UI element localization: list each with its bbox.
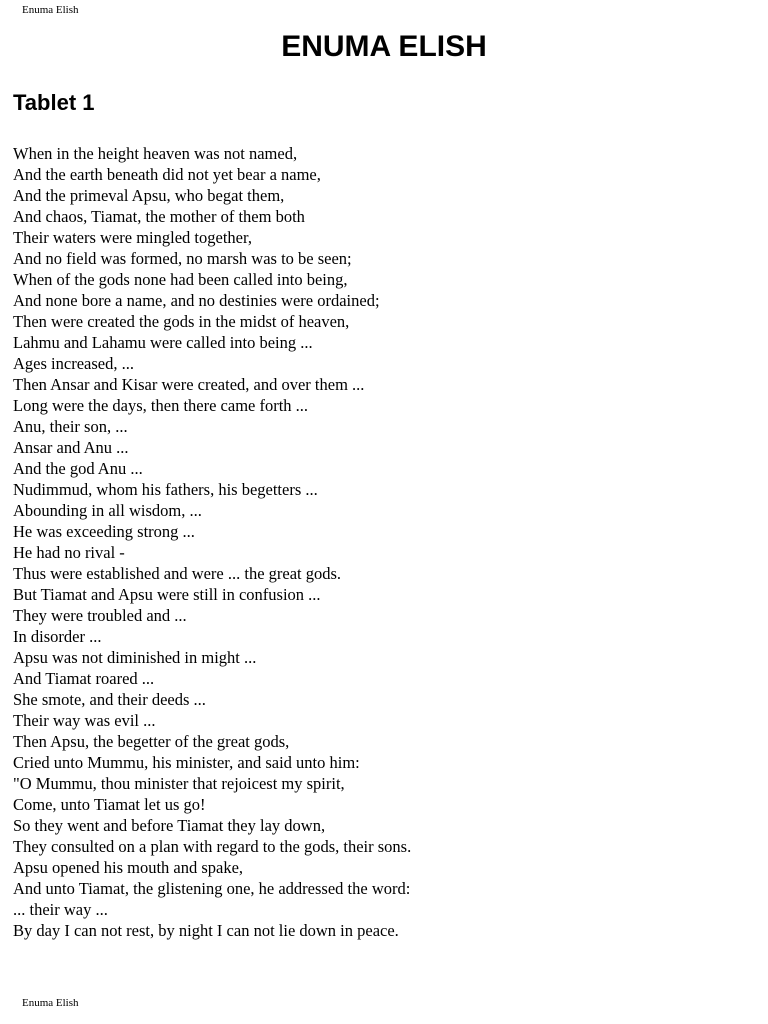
verse-line: Anu, their son, ...: [13, 417, 128, 436]
verse-line: Cried unto Mummu, his minister, and said unto him:: [13, 753, 360, 772]
verse-line: So they went and before Tiamat they lay down,: [13, 816, 326, 835]
verse-line: And unto Tiamat, the glistening one, he addressed the word:: [13, 879, 411, 898]
verse-line: And no field was formed, no marsh was to be seen;: [13, 249, 352, 268]
verse-line: When of the gods none had been called into being,: [13, 270, 348, 289]
verse-line: Long were the days, then there came forth ...: [13, 396, 309, 415]
verse-line: Thus were established and were ... the great gods.: [13, 564, 342, 583]
verse-line: And the god Anu ...: [13, 459, 143, 478]
verse-line: Lahmu and Lahamu were called into being ...: [13, 333, 313, 352]
verse-line: "O Mummu, thou minister that rejoicest my spirit,: [13, 774, 345, 793]
verse-body: [13, 143, 753, 941]
document-title: ENUMA ELISH: [281, 30, 487, 63]
section-heading: Tablet 1: [13, 90, 95, 115]
verse-line: Apsu opened his mouth and spake,: [13, 858, 244, 877]
running-header: Enuma Elish: [22, 4, 79, 16]
verse-line: And the earth beneath did not yet bear a name,: [13, 165, 321, 184]
verse-line: Then Apsu, the begetter of the great gods,: [13, 732, 290, 751]
verse-line: Abounding in all wisdom, ...: [13, 501, 202, 520]
verse-line: He was exceeding strong ...: [13, 522, 195, 541]
verse-line: But Tiamat and Apsu were still in confusion ...: [13, 585, 321, 604]
verse-line: They were troubled and ...: [13, 606, 187, 625]
verse-line: Their waters were mingled together,: [13, 228, 252, 247]
verse-line: And Tiamat roared ...: [13, 669, 155, 688]
verse-line: Then were created the gods in the midst of heaven,: [13, 312, 350, 331]
verse-line: Apsu was not diminished in might ...: [13, 648, 257, 667]
verse-line: They consulted on a plan with regard to the gods, their sons.: [13, 837, 412, 856]
verse-line: Their way was evil ...: [13, 711, 156, 730]
verse-line: By day I can not rest, by night I can not lie down in peace.: [13, 921, 399, 940]
verse-line: He had no rival -: [13, 543, 125, 562]
verse-line: ... their way ...: [13, 900, 108, 919]
verse-line: Nudimmud, whom his fathers, his begetters ...: [13, 480, 318, 499]
verse-line: In disorder ...: [13, 627, 102, 646]
verse-line: Ages increased, ...: [13, 354, 134, 373]
verse-line: And chaos, Tiamat, the mother of them both: [13, 207, 305, 226]
verse-line: Come, unto Tiamat let us go!: [13, 795, 206, 814]
verse-line: When in the height heaven was not named,: [13, 144, 298, 163]
verse-line: Ansar and Anu ...: [13, 438, 129, 457]
verse-line: She smote, and their deeds ...: [13, 690, 206, 709]
verse-line: And none bore a name, and no destinies were ordained;: [13, 291, 380, 310]
verse-line: And the primeval Apsu, who begat them,: [13, 186, 285, 205]
running-footer: Enuma Elish: [22, 997, 79, 1009]
verse-line: Then Ansar and Kisar were created, and over them ...: [13, 375, 365, 394]
